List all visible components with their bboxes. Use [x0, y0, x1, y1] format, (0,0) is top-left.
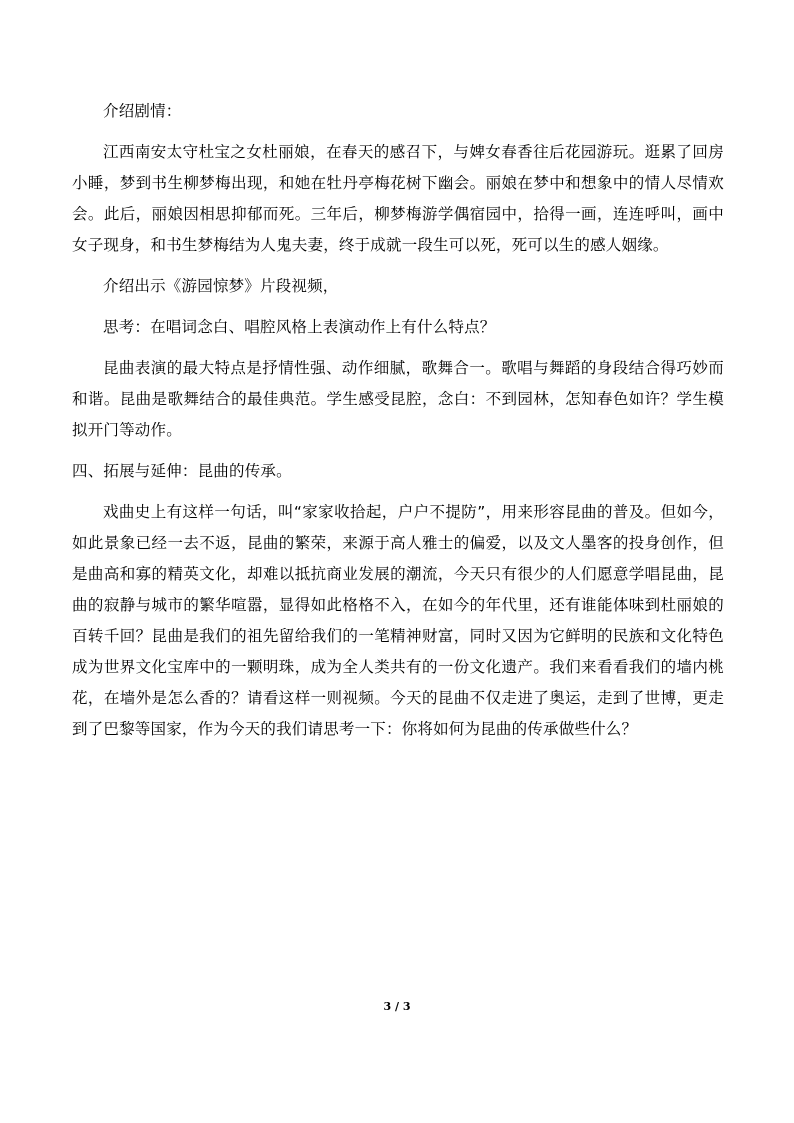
paragraph-video-intro: 介绍出示《游园惊梦》片段视频，: [103, 277, 339, 295]
page-number: 3 / 3: [383, 1000, 411, 1013]
document-body: [72, 96, 724, 755]
paragraph-performance-features: 昆曲表演的最大特点是抒情性强、动作细腻，歌舞合一。歌唱与舞蹈的身段结合得巧妙而和谐。昆曲是歌舞结合的最佳典范。学生感受昆腔，念白：不到园林，怎知春色如许？学生模拟开门等动作。: [72, 359, 724, 439]
paragraph-plot-intro-heading: 介绍剧情：: [103, 102, 182, 120]
section-heading-extension: 四、拓展与延伸：昆曲的传承。: [72, 462, 292, 480]
paragraph-thinking-question: 思考：在唱词念白、唱腔风格上表演动作上有什么特点？: [103, 318, 496, 336]
paragraph-inheritance: 戏曲史上有这样一句话，叫“家家收拾起，户户不提防”，用来形容昆曲的普及。但如今，如此景象已经一去不返，昆曲的繁荣，来源于高人雅士的偏爱，以及文人墨客的投身创作，但是曲高和寡的精英文化，却难以抵抗商业发展的潮流，今天只有很少的人们愿意学唱昆曲，昆曲的寂静与城市的繁华喧嚣，显得如此格格不入，在如今的年代里，还有谁能体味到杜丽娘的百转千回？昆曲是我们的祖先留给我们的一笔精神财富，同时又因为它鲜明的民族和文化特色成为世界文化宝库中的一颗明珠，成为全人类共有的一份文化遗产。我们来看看我们的墙内桃花，在墙外是怎么香的？请看这样一则视频。今天的昆曲不仅走进了奥运，走到了世博，更走到了巴黎等国家，作为今天的我们请思考一下：你将如何为昆曲的传承做些什么？: [72, 503, 724, 738]
paragraph-plot-summary: 江西南安太守杜宝之女杜丽娘，在春天的感召下，与婢女春香往后花园游玩。逛累了回房小睡，梦到书生柳梦梅出现，和她在牡丹亭梅花树下幽会。丽娘在梦中和想象中的情人尽情欢会。此后，丽娘因相思抑郁而死。三年后，柳梦梅游学偶宿园中，拾得一画，连连呼叫，画中女子现身，和书生梦梅结为人鬼夫妻，终于成就一段生可以死，死可以生的感人姻缘。: [72, 143, 724, 254]
